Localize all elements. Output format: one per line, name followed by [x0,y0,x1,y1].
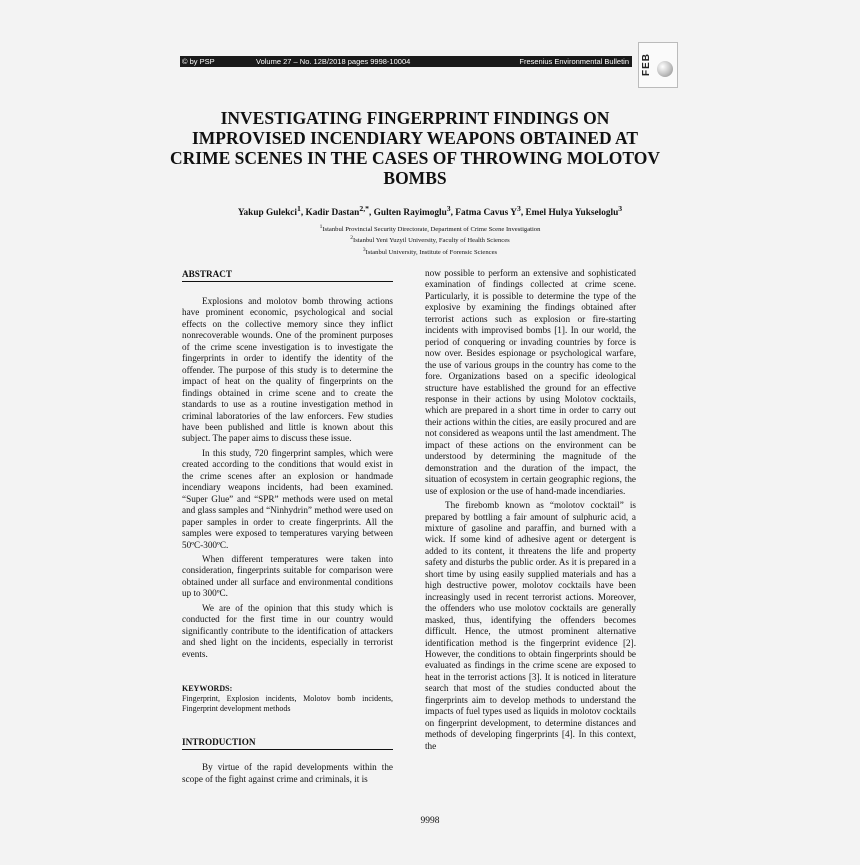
journal-name: Fresenius Environmental Bulletin [519,57,629,66]
left-column [182,268,393,785]
keywords-block [182,684,393,714]
copyright-text: © by PSP [182,57,215,66]
affiliation-2: $^2$Istanbul Yeni Yuzyil University, Faculty of Health Sciences [350,235,510,245]
journal-header-bar [180,56,632,67]
abstract-heading: ABSTRACT [182,268,393,282]
paper-title: INVESTIGATING FINGERPRINT FINDINGS ON IMPROVISED INCENDIARY WEAPONS OBTAINED AT CRIME SCENES IN THE CASES OF THROWING MOLOTOV BOMBS [170,108,660,188]
abstract-paragraph: When different temperatures were taken into consideration, fingerprints suitable for comparison were obtained under all surface and environmental conditions up to 300ºC. [182,553,393,599]
body-paragraph: The firebomb known as “molotov cocktail” is prepared by bottling a fair amount of sulphuric acid, a mixture of gasoline and paraffin, and burned with a wick. If some kind of adhesive agent or detergent is added to its content, it threatens the life and property safety and disturbs the public order. As it is prepared in a short time by using easily supplied materials and has a high destructive power, molotov cocktails have been increasingly used in recent terrorist actions. Moreover, the offenders who use molotov cocktails are generally masked, thus, identifying the offenders becomes difficult. Hence, the utmost prominent alternative identification method is the fingerprint evidence [2]. However, the conditions to obtain fingerprints should be evaluated as findings in the crime scene are exposed to heat in the terrorist actions [3]. It is noticed in literature search that most of the studies conducted about the fingerprints aim to develop methods to understand the impacts of fuel types used as liquids in molotov cocktails on fingerprint development, to determine distances and methods of developing fingerprints [4]. In this context, the [425,500,636,751]
page-number: 9998 [420,816,440,826]
abstract-paragraph: We are of the opinion that this study which is conducted for the first time in our country would significantly contribute to the identification of attackers and shed light on the incidents, especially in terrorist events. [182,602,393,659]
keywords-text: Fingerprint, Explosion incidents, Molotov bomb incidents, Fingerprint development methods [182,694,393,714]
volume-info: Volume 27 – No. 12B/2018 pages 9998-10004 [256,57,411,66]
introduction-section [182,736,393,785]
logo-sphere-icon [657,61,673,77]
keywords-heading: KEYWORDS: [182,684,233,694]
author-list: Yakup Gulekci$^1$, Kadir Dastan$^{2,*}$, Gulten Rayimoglu$^3$, Fatma Cavus $Y^3$, Emel Hulya Yukseloglu$^3$ [237,204,623,219]
affiliation-3: $^3$Istanbul University, Institute of Forensic Sciences [362,246,498,256]
body-paragraph: now possible to perform an extensive and sophisticated examination of findings collected at crime scene. Particularly, it is possible to determine the type of the explosive by examining the findings obtained after terrorist actions such as explosion or fire-starting incidents with improvised bombs [1]. In our world, the period of conquering or invading countries by force is now over. Besides espionage or psychological warfare, the use of various groups in the country has come to the fore. Organizations based on a specific ideological structure have established the ground for an effective response in their actions by using Molotov cocktails, which are prepared in a short time in order to carry out their actions within the cities, are easily procured and are not considered as weapons until the last amendment. The impact of these actions on the environment can be understood by determining the magnitude of the demonstration and the duration of the impact, the situation of ecosystem in certain geographic regions, the use of explosion or the use of hand-made incendiaries. [425,268,636,496]
introduction-paragraph: By virtue of the rapid developments within the scope of the fight against crime and criminals, it is [182,762,393,784]
introduction-heading: INTRODUCTION [182,736,393,750]
abstract-paragraph: In this study, 720 fingerprint samples, which were created according to the conditions that would exist in the crime scenes after an explosion or handmade incendiary weapons incidents, had been examined. “Super Glue” and “SPR” methods were used on metal and glass samples and “Ninhydrin” method were used on paper samples in order to create fingerprints. All the samples were exposed to temperatures varying between 50ºC-300ºC. [182,447,393,550]
journal-logo [638,42,678,88]
abstract-paragraph: Explosions and molotov bomb throwing actions have prominent economic, psychological and social effects on the collective memory since they inflict nonrecoverable wounds. One of the prominent purposes of the crime scene investigation is to investigate the fingerprints in order to identify the identity of the offender. The purpose of this study is to determine the impact of heat on the quality of fingerprints on the findings obtained in crime scene and to create the standards to use as a routine investigation method in criminal laboratories of the law enforcers. Few studies have been published and little is known about this subject. The paper aims to discuss these issue. [182,296,393,444]
affiliations [200,223,660,257]
abstract-body [182,296,393,660]
affiliation-1: $^1$Istanbul Provincial Security Directorate, Department of Crime Scene Investigation [319,224,541,234]
logo-text: FEB [641,53,652,77]
right-column [425,268,636,752]
